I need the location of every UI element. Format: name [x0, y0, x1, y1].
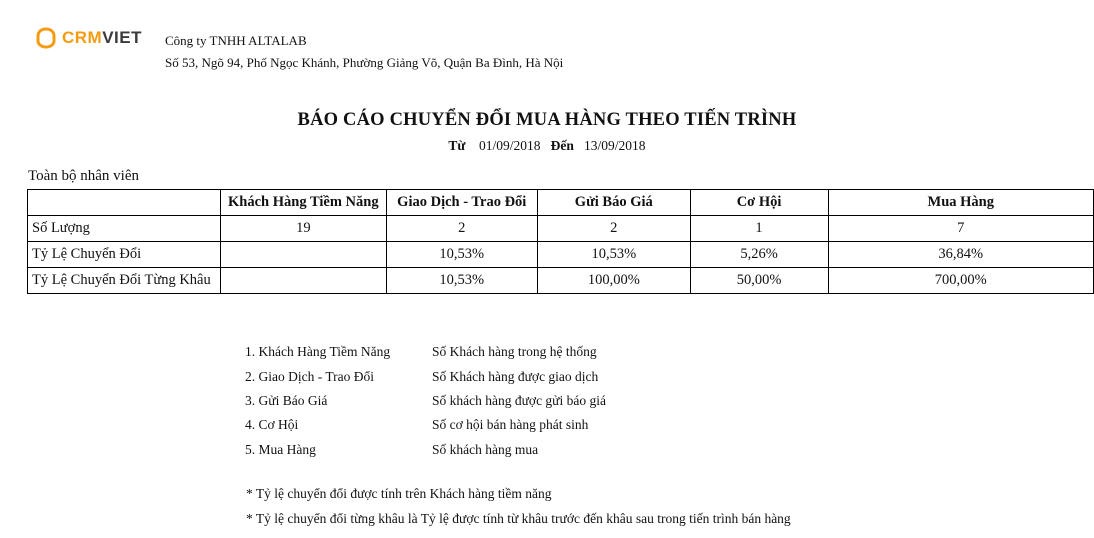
header-quotes-sent: Gửi Báo Giá [538, 190, 691, 216]
row-label: Tỷ Lệ Chuyển Đổi Từng Khâu [28, 268, 221, 294]
table-row-quantity [28, 216, 1094, 242]
shield-logo-icon [36, 27, 56, 49]
table-cell: 5,26% [690, 242, 828, 268]
table-cell: 7 [828, 216, 1093, 242]
legend-desc: Số khách hàng mua [432, 441, 539, 457]
table-cell: 2 [386, 216, 538, 242]
legend-desc: Số cơ hội bán hàng phát sinh [432, 417, 589, 433]
legend-desc: Số Khách hàng được giao dịch [432, 368, 599, 384]
table-cell: 2 [538, 216, 691, 242]
legend-term: 3. Gửi Báo Giá [245, 392, 328, 408]
list-item [245, 413, 606, 437]
table-cell [221, 242, 386, 268]
list-item [245, 389, 606, 413]
table-cell [221, 268, 386, 294]
legend-desc: Số khách hàng được gửi báo giá [432, 392, 606, 408]
table-cell: 100,00% [538, 268, 691, 294]
from-label: Từ [448, 138, 466, 153]
list-item [245, 364, 606, 388]
scope-label: Toàn bộ nhân viên [28, 168, 140, 184]
legend-term: 2. Giao Dịch - Trao Đổi [245, 368, 374, 384]
to-label: Đến [550, 138, 574, 153]
legend-term: 1. Khách Hàng Tiềm Năng [245, 344, 391, 360]
legend-term: 4. Cơ Hội [245, 417, 299, 433]
header-purchases: Mua Hàng [828, 190, 1093, 216]
date-range [0, 138, 1094, 154]
to-date: 13/09/2018 [584, 138, 646, 153]
table-header-row [28, 190, 1094, 216]
company-address: Số 53, Ngõ 94, Phố Ngọc Khánh, Phường Giảng Võ, Quận Ba Đình, Hà Nội [165, 55, 564, 70]
header-potential-customers: Khách Hàng Tiềm Năng [221, 190, 386, 216]
table-row-stage-conversion-rate [28, 268, 1094, 294]
list-item [245, 438, 606, 462]
crmviet-logo [36, 27, 142, 49]
table-cell: 10,53% [538, 242, 691, 268]
report-title: BÁO CÁO CHUYỂN ĐỔI MUA HÀNG THEO TIẾN TRÌNH [297, 110, 797, 130]
row-label: Tỷ Lệ Chuyển Đổi [28, 242, 221, 268]
legend-list [245, 340, 606, 462]
table-cell: 50,00% [690, 268, 828, 294]
header-empty [28, 190, 221, 216]
from-date: 01/09/2018 [479, 138, 541, 153]
row-label: Số Lượng [28, 216, 221, 242]
table-cell: 10,53% [386, 242, 538, 268]
company-name: Công ty TNHH ALTALAB [165, 33, 307, 48]
logo-text: CRMVIET [62, 28, 143, 47]
table-cell: 10,53% [386, 268, 538, 294]
table-cell: 36,84% [828, 242, 1093, 268]
list-item [245, 340, 606, 364]
table-cell: 19 [221, 216, 386, 242]
header-transactions: Giao Dịch - Trao Đổi [386, 190, 538, 216]
table-cell: 700,00% [828, 268, 1093, 294]
header-opportunities: Cơ Hội [690, 190, 828, 216]
legend-desc: Số Khách hàng trong hệ thống [432, 344, 597, 360]
table-row-conversion-rate [28, 242, 1094, 268]
conversion-table [27, 189, 1094, 294]
legend-term: 5. Mua Hàng [245, 441, 316, 457]
table-cell: 1 [690, 216, 828, 242]
footnote: * Tỷ lệ chuyển đổi được tính trên Khách hàng tiềm năng [246, 486, 552, 501]
footnotes [246, 482, 791, 531]
footnote: * Tỷ lệ chuyển đổi từng khâu là Tỷ lệ được tính từ khâu trước đến khâu sau trong tiến trình bán hàng [246, 510, 791, 526]
company-info [165, 30, 563, 74]
